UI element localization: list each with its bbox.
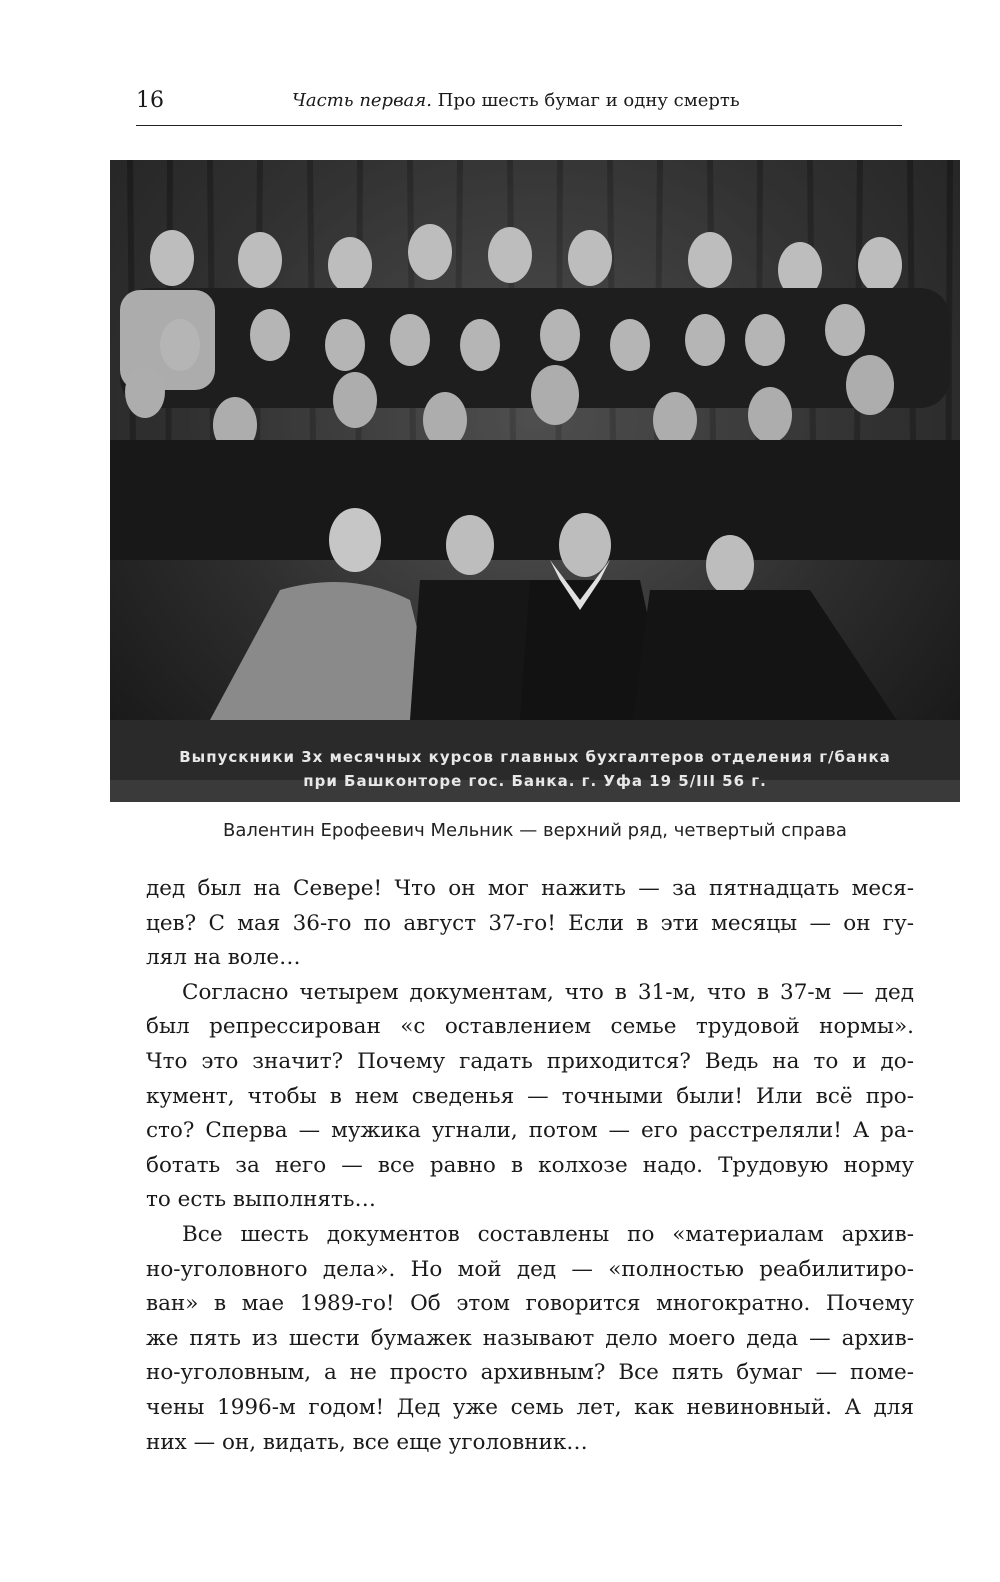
text-line: чены 1996-м годом! Дед уже семь лет, как невиновный. А для: [146, 1394, 914, 1420]
page-number: 16: [136, 88, 164, 113]
body-text: [146, 872, 914, 1460]
text-line: то есть выполнять…: [146, 1187, 377, 1213]
text-line: но-уголовного дела». Но мой дед — «полностью реабилитиро-: [146, 1256, 914, 1282]
text-line: но-уголовным, а не просто архивным? Все пять бумаг — поме-: [146, 1360, 914, 1386]
running-header: [136, 88, 900, 124]
paragraph-3: [146, 1218, 914, 1460]
part-label: Часть первая.: [292, 90, 432, 111]
header-rule: [136, 125, 902, 126]
text-line: же пять из шести бумажек называют дело моего деда — архив-: [146, 1325, 914, 1351]
text-line: Что это значит? Почему гадать приходится? Ведь на то и до-: [146, 1048, 914, 1074]
chapter-title: Про шесть бумаг и одну смерть: [437, 90, 740, 111]
photo-caption: Валентин Ерофеевич Мельник — верхний ряд, четвертый справа: [223, 820, 847, 841]
paragraph-1: [146, 872, 914, 976]
text-line: кумент, чтобы в нем сведенья — точными были! Или всё про-: [146, 1083, 914, 1109]
text-line: сто? Сперва — мужика угнали, потом — его расстреляли! А ра-: [146, 1118, 914, 1144]
photo-inscription-line2: при Башконторе гос. Банка. г. Уфа 19 5/III 56 г.: [303, 772, 767, 790]
text-line: Согласно четырем документам, что в 31-м, что в 37-м — дед: [182, 979, 914, 1005]
text-line: лял на воле…: [146, 945, 301, 971]
text-line: Все шесть документов составлены по «материалам архив-: [182, 1221, 914, 1247]
text-line: ван» в мае 1989-го! Об этом говорится многократно. Почему: [146, 1291, 914, 1317]
paragraph-2: [146, 976, 914, 1218]
photo-illustration: [110, 160, 960, 802]
running-title: [292, 90, 740, 111]
text-line: ботать за него — все равно в колхозе надо. Трудовую норму: [146, 1152, 914, 1178]
text-line: них — он, видать, все еще уголовник…: [146, 1429, 588, 1455]
group-photo: [110, 160, 960, 802]
text-line: цев? С мая 36-го по август 37-го! Если в эти месяцы — он гу-: [146, 910, 914, 936]
text-line: дед был на Севере! Что он мог нажить — за пятнадцать меся-: [146, 876, 914, 901]
photo-inscription-line1: Выпускники 3х месячных курсов главных бухгалтеров отделения г/банка: [179, 748, 891, 766]
text-line: был репрессирован «с оставлением семье трудовой нормы».: [146, 1014, 914, 1040]
